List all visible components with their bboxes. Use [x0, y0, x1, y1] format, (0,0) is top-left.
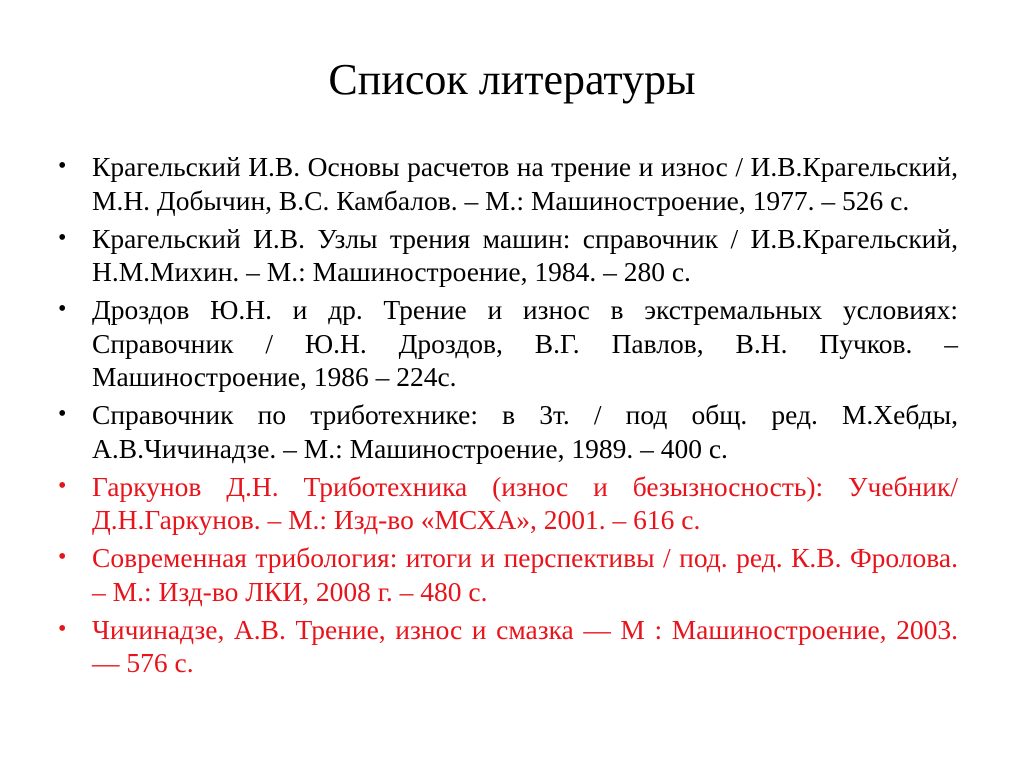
bullet-icon: • [58, 472, 67, 499]
reference-item-1 [58, 150, 958, 217]
reference-text: Дроздов Ю.Н. и др. Трение и износ в экстремальных условиях: Справочник / Ю.Н. Дроздов, В.Г. Павлов, В.Н. Пучков. – Машиностроение, 1986 – 224с. [92, 294, 958, 392]
reference-text: Справочник по триботехнике: в 3т. / под общ. ред. М.Хебды, А.В.Чичинадзе. – М.: Машиностроение, 1989. – 400 с. [92, 399, 958, 464]
bullet-icon: • [58, 296, 67, 322]
slide-title: Список литературы [328, 55, 696, 104]
bullet-icon: • [58, 544, 67, 570]
reference-item-7 [58, 613, 958, 680]
reference-text: Современная трибология: итоги и перспективы / под. ред. К.В. Фролова. – М.: Изд-во ЛКИ, 2008 г. – 480 с. [92, 542, 958, 607]
reference-text: Гаркунов Д.Н. Триботехника (износ и безызносность): Учебник/ Д.Н.Гаркунов. – М.: Изд-во «МСХА», 2001. – 616 с. [92, 470, 958, 535]
reference-text: Крагельский И.В. Узлы трения машин: справочник / И.В.Крагельский, Н.М.Михин. – М.: Машиностроение, 1984. – 280 с. [92, 222, 958, 287]
bullet-icon: • [58, 615, 67, 642]
reference-list [58, 150, 958, 684]
bullet-icon: • [58, 401, 67, 427]
reference-text: Крагельский И.В. Основы расчетов на трение и износ / И.В.Крагельский, М.Н. Добычин, В.С. Камбалов. – М.: Машиностроение, 1977. – 526 с. [92, 151, 958, 216]
reference-item-3 [58, 293, 958, 394]
reference-item-2 [58, 222, 958, 289]
reference-item-4 [58, 398, 958, 465]
bullet-icon: • [58, 153, 67, 179]
reference-text: Чичинадзе, А.В. Трение, износ и смазка — М : Машиностроение, 2003. — 576 с. [92, 613, 958, 678]
reference-item-5 [58, 470, 958, 537]
bullet-icon: • [58, 224, 67, 251]
reference-item-6 [58, 541, 958, 608]
